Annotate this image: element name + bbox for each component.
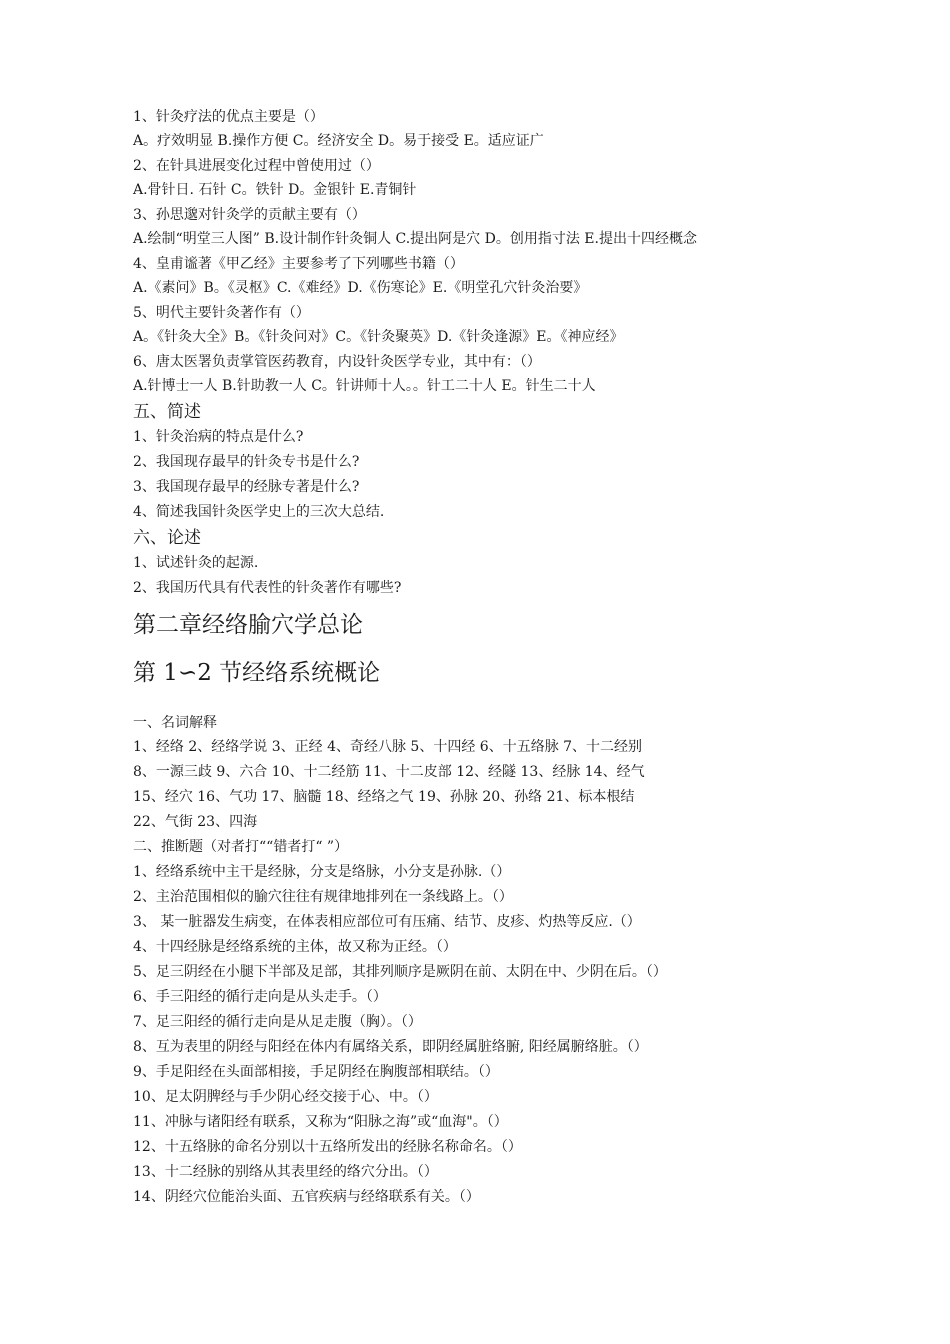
list-item: 1、针灸治病的特点是什么?: [133, 429, 304, 445]
list-item: 2、我国历代具有代表性的针灸著作有哪些?: [133, 580, 402, 596]
section-discussion: [133, 525, 833, 601]
list-item: 15、经穴 16、气功 17、脑髓 18、经络之气 19、孙脉 20、孙络 21、标本根结: [133, 789, 635, 805]
list-item: 2、主治范围相似的腧穴往往有规律地排列在一条线路上。（）: [133, 889, 513, 905]
list-item: 6、手三阳经的循行走向是从头走手。（）: [133, 989, 387, 1005]
list-item: 5、足三阴经在小腿下半部及足部，其排列顺序是厥阴在前、太阴在中、少阴在后。（）: [133, 964, 667, 980]
question-line: 5、明代主要针灸著作有（）: [133, 305, 310, 321]
section-heading: 五、简述: [133, 402, 201, 422]
chapter-heading-block: [133, 601, 833, 697]
section-heading: 六、论述: [133, 528, 201, 548]
list-item: 22、气街 23、四海: [133, 814, 258, 830]
list-item: 13、十二经脉的别络从其表里经的络穴分出。（）: [133, 1164, 438, 1180]
question-line: 4、皇甫谧著《甲乙经》主要参考了下列哪些书籍（）: [133, 256, 464, 272]
section-short-answer: [133, 399, 833, 525]
list-item: 4、十四经脉是经络系统的主体，故又称为正经。（）: [133, 939, 457, 955]
list-item: 14、阴经穴位能治头面、五官疾病与经络联系有关。（）: [133, 1189, 480, 1205]
list-item: 1、经络系统中主干是经脉，分支是络脉，小分支是孙脉.（）: [133, 864, 511, 880]
list-item: 1、经络 2、经络学说 3、正经 4、奇经八脉 5、十四经 6、十五络脉 7、十二经别: [133, 739, 643, 755]
list-item: 8、一源三歧 9、六合 10、十二经筋 11、十二皮部 12、经隧 13、经脉 14、经气: [133, 764, 645, 780]
multiple-choice-block: [133, 105, 833, 399]
option-line: A。《针灸大全》B。《针灸问对》C。《针灸聚英》D.《针灸逢源》E。《神应经》: [133, 329, 624, 345]
option-line: A.骨针日. 石针 C。铁针 D。金银针 E.青铜针: [133, 182, 417, 198]
list-item: 1、试述针灸的起源.: [133, 555, 259, 571]
list-item: 3、 某一脏器发生病变，在体表相应部位可有压痛、结节、皮疹、灼热等反应.（）: [133, 914, 641, 930]
terms-block: [133, 711, 833, 835]
judgment-block: [133, 835, 833, 1210]
question-line: 2、在针具进展变化过程中曾使用过（）: [133, 158, 380, 174]
document-page: [133, 105, 833, 1210]
section-heading: 二、推断题（对者打““错者打“ ”）: [133, 839, 349, 855]
list-item: 9、手足阳经在头面部相接，手足阴经在胸腹部相联结。（）: [133, 1064, 499, 1080]
chapter-subtitle: 第 1∽2 节经络系统概论: [133, 660, 381, 686]
option-line: A。疗效明显 B.操作方便 C。经济安全 D。易于接受 E。适应证广: [133, 133, 544, 149]
section-heading: 一、名词解释: [133, 715, 217, 731]
list-item: 12、十五络脉的命名分别以十五络所发出的经脉名称命名。（）: [133, 1139, 522, 1155]
list-item: 11、冲脉与诸阳经有联系，又称为“阳脉之海”或“血海"。（）: [133, 1114, 508, 1130]
list-item: 8、互为表里的阴经与阳经在体内有属络关系，即阴经属脏络腑, 阳经属腑络脏。（）: [133, 1039, 648, 1055]
option-line: A.《素问》B。《灵枢》C.《难经》D.《伤寒论》E.《明堂孔穴针灸治要》: [133, 280, 588, 296]
list-item: 2、我国现存最早的针灸专书是什么?: [133, 454, 360, 470]
option-line: A.针博士一人 B.针助教一人 C。针讲师十人。。针工二十人 E。针生二十人: [133, 378, 596, 394]
question-line: 3、孙思邈对针灸学的贡献主要有（）: [133, 207, 366, 223]
chapter-title: 第二章经络腧穴学总论: [133, 612, 363, 638]
list-item: 7、足三阳经的循行走向是从足走腹（胸）。（）: [133, 1014, 422, 1030]
option-line: A.绘制“明堂三人图” B.设计制作针灸铜人 C.提出阿是穴 D。创用指寸法 E.提出十四经概念: [133, 231, 697, 247]
list-item: 10、足太阴脾经与手少阴心经交接于心、中。（）: [133, 1089, 438, 1105]
list-item: 4、简述我国针灸医学史上的三次大总结.: [133, 504, 385, 520]
list-item: 3、我国现存最早的经脉专著是什么?: [133, 479, 360, 495]
question-line: 6、唐太医署负责掌管医药教育，内设针灸医学专业，其中有：（）: [133, 354, 541, 370]
question-line: 1、针灸疗法的优点主要是（）: [133, 109, 324, 125]
